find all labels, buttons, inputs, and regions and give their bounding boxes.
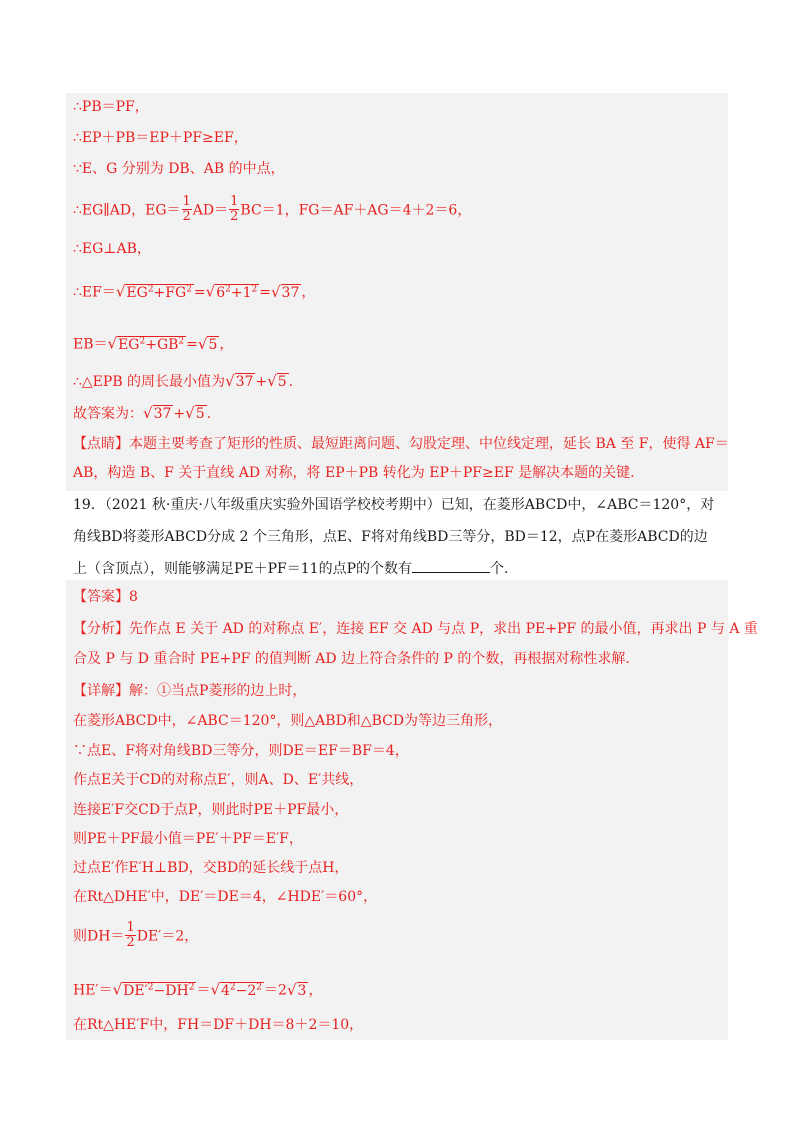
- text-line: ∴EP＋PB＝EP＋PF≥EF，: [73, 130, 248, 146]
- denominator: 2: [126, 935, 135, 950]
- text-segment: 则DH＝: [73, 928, 125, 945]
- text-segment: .: [206, 406, 212, 422]
- detail-line: 在菱形ABCD中，∠ABC＝120°，则△ABD和△BCD为等边三角形，: [73, 713, 503, 729]
- equals-sign: ＝: [196, 982, 211, 999]
- equals-sign: =: [259, 284, 271, 301]
- exponent: 2: [225, 284, 231, 294]
- question-line: 角线BD将菱形ABCD分成 2 个三角形，点E、F将对角线BD三等分，BD＝12，点P在菱形ABCD的边: [73, 529, 708, 545]
- text-segment: ＝2: [264, 982, 287, 999]
- exponent: 2: [256, 982, 263, 992]
- text-line: ∴EG⊥AB，: [73, 241, 151, 257]
- text-segment: ，: [301, 284, 316, 301]
- exponent: 2: [147, 284, 154, 294]
- text-line-radicals: [73, 372, 293, 391]
- exponent: 2: [178, 336, 185, 346]
- text-segment: HE′＝: [73, 982, 113, 999]
- detail-line-fraction: [73, 922, 198, 951]
- radicand: 5: [195, 406, 205, 422]
- radicand: 37: [281, 284, 300, 301]
- radicand: +GB: [145, 336, 179, 353]
- square-root: √5: [185, 404, 205, 422]
- question-line: 19．（2021 秋·重庆·八年级重庆实验外国语学校校考期中）已知，在菱形ABCD中，∠ABC＝120°，对: [73, 497, 715, 513]
- radicand: +1: [230, 284, 252, 301]
- text-segment: ∴△EPB 的周长最小值为: [73, 374, 226, 390]
- fraction: [229, 195, 239, 224]
- square-root: √3: [286, 980, 307, 999]
- radicand: 37: [153, 406, 172, 422]
- square-root: $√4^2-2^2$: [210, 980, 263, 999]
- exponent: 2: [188, 982, 195, 992]
- text-line-fractions: [73, 196, 471, 225]
- detail-line-radicals: [73, 978, 322, 1000]
- fraction: [125, 921, 135, 950]
- exponent: 2: [251, 284, 258, 294]
- text-line-radicals: [73, 332, 233, 354]
- radicand: 37: [235, 374, 254, 390]
- radicand: EG: [126, 284, 148, 301]
- text-segment: 故答案为：: [73, 406, 143, 422]
- equals-sign: =: [186, 336, 198, 353]
- analysis-line: 【分析】先作点 E 关于 AD 的对称点 E′，连接 EF 交 AD 与点 P，求出 PE+PF 的最小值，再求出 P 与 A 重: [73, 621, 758, 637]
- square-root: $√DE'^2-DH^2$: [112, 980, 195, 999]
- text-segment: DE′＝2，: [136, 928, 199, 945]
- radicand: +FG: [153, 284, 187, 301]
- detail-line: 【详解】解：①当点P菱形的边上时，: [73, 683, 307, 699]
- square-root: $√6^2+1^2$: [205, 282, 258, 301]
- question-line: [73, 558, 508, 578]
- text-segment: 个.: [490, 561, 509, 577]
- radicand: 4: [221, 982, 230, 999]
- radicand: 3: [297, 982, 307, 999]
- text-line: AB，构造 B、F 关于直线 AD 对称，将 EP＋PB 转化为 EP＋PF≥EF 是解决本题的关键.: [73, 465, 635, 481]
- denominator: 2: [182, 209, 191, 224]
- text-segment: .: [288, 374, 294, 390]
- text-segment: ，: [308, 982, 323, 999]
- text-segment: ，: [219, 336, 234, 353]
- radicand: 5: [277, 374, 287, 390]
- radicand: −2: [235, 982, 257, 999]
- exponent: 2: [147, 982, 154, 992]
- square-root: $√EG^2+GB^2$: [107, 334, 185, 353]
- square-root: √37: [143, 404, 172, 422]
- square-root: $√EG^2+FG^2$: [115, 282, 192, 301]
- text-segment: ∴EG∥AD，EG＝: [73, 202, 181, 219]
- square-root: √37: [270, 282, 300, 301]
- square-root: √37: [225, 372, 254, 390]
- text-line: ∵E、G 分别为 DB、AB 的中点，: [73, 161, 285, 177]
- text-segment: AD＝: [192, 202, 229, 219]
- plus-sign: +: [173, 406, 186, 422]
- detail-line: 则PE＋PF最小值＝PE′＋PF＝E′F，: [73, 831, 303, 847]
- detail-line: ∵点E、F将对角线BD三等分，则DE＝EF＝BF＝4，: [73, 743, 409, 759]
- text-line: 【点睛】本题主要考查了矩形的性质、最短距离问题、勾股定理、中位线定理，延长 BA 至 F，使得 AF＝: [73, 436, 729, 452]
- text-segment: EB＝: [73, 336, 108, 353]
- exponent: 2: [186, 284, 192, 294]
- text-segment: 上（含顶点），则能够满足PE＋PF＝11的点P的个数有: [73, 561, 413, 577]
- radicand: EG: [118, 336, 140, 353]
- numerator: 1: [126, 920, 135, 935]
- answer-line: 【答案】8: [73, 589, 138, 605]
- text-line-radicals: [73, 280, 315, 302]
- text-segment: BC＝1，FG＝AF＋AG＝4＋2＝6，: [240, 202, 472, 219]
- plus-sign: +: [255, 374, 268, 390]
- numerator: 1: [182, 194, 191, 209]
- detail-line: 作点E关于CD的对称点E′，则A、D、E′共线，: [73, 772, 364, 788]
- radicand: 5: [208, 336, 218, 353]
- square-root: √5: [267, 372, 287, 390]
- text-line: ∴PB＝PF，: [73, 99, 149, 115]
- detail-line: 在Rt△DHE′中，DE′＝DE＝4，∠HDE′＝60°，: [73, 889, 378, 905]
- detail-line: 连接E′F交CD于点P，则此时PE＋PF最小，: [73, 802, 349, 818]
- square-root: √5: [197, 334, 218, 353]
- fraction: [182, 195, 192, 224]
- text-line-radicals: [73, 404, 211, 423]
- detail-line: 过点E′作E′H⊥BD，交BD的延长线于点H，: [73, 860, 349, 876]
- equals-sign: =: [193, 284, 206, 301]
- numerator: 1: [230, 194, 239, 209]
- detail-line: 在Rt△HE′F中，FH＝DF＋DH＝8＋2＝10，: [73, 1017, 364, 1033]
- analysis-line: 合及 P 与 D 重合时 PE+PF 的值判断 AD 边上符合条件的 P 的个数，再根据对称性求解.: [73, 651, 630, 667]
- radicand: DE′: [123, 982, 148, 999]
- text-segment: ∴EF＝: [73, 284, 116, 301]
- radicand: −DH: [153, 982, 189, 999]
- answer-blank: [412, 558, 490, 573]
- radicand: 6: [216, 284, 226, 301]
- exponent: 2: [139, 336, 146, 346]
- denominator: 2: [230, 209, 239, 224]
- exponent: 2: [229, 982, 236, 992]
